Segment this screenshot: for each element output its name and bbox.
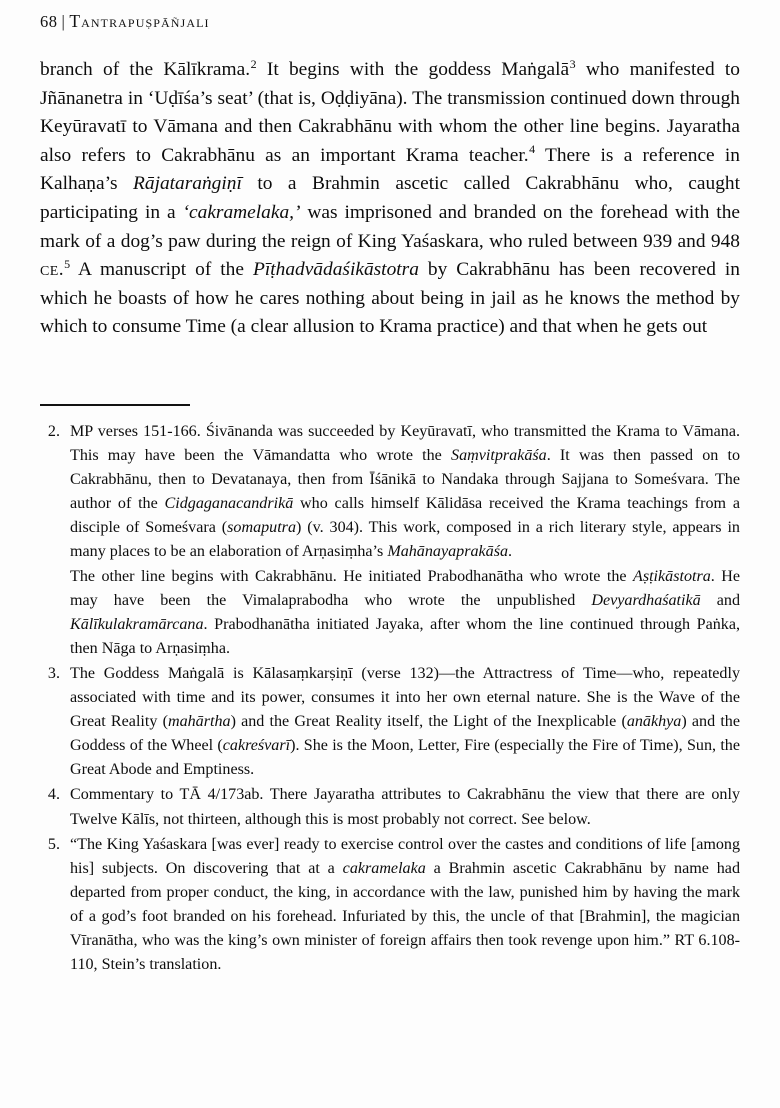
footnote-text-run: ) and the Goddess of the Wheel (: [70, 713, 740, 755]
footnote-text-run: a Brahmin ascetic Cakrabhānu by name had departed from proper conduct, the king, in accordance with the law, punished him by having the mark of a god’s foot branded on his forehead. Infuriated by this, the uncle of that [Brahmin], the magician Vīranātha, who was the king’s own minister of foreign affairs then took revenge upon him.” RT 6.108-110, Stein’s translation.: [70, 859, 740, 974]
footnote-body: [70, 420, 740, 661]
footnote-italic-run: Devyardhaśatikā: [591, 591, 701, 609]
footnotes-block: [40, 420, 740, 977]
footnote-italic-run: Aṣṭikāstotra: [632, 567, 711, 585]
footnote-paragraph: [70, 420, 740, 565]
footnote-marker-5[interactable]: 5: [64, 256, 71, 271]
footnote-italic-run: cakramelaka: [342, 859, 426, 877]
footnote-body: [70, 833, 740, 978]
footnote-text-run: . Prabodhanātha initiated Jayaka, after whom the line continued through Paṅka, then Nāga to Arṇasiṃha.: [70, 615, 740, 657]
footnote-text-run: .: [508, 543, 513, 561]
footnote-text-run: “The King Yaśaskara [was ever] ready to exercise control over the castes and conditions of life [among his] subjects. On discovering that at a: [70, 835, 740, 877]
body-paragraph: [40, 56, 740, 342]
footnote-marker-2[interactable]: 2: [250, 56, 257, 71]
footnote-text-run: who calls himself Kālidāsa received the Krama teachings from a disciple of Someśvara (: [70, 495, 740, 537]
term-cakramelaka: ‘cakramelaka,’: [182, 201, 301, 223]
footnote-text-run: ) and the Great Reality itself, the Light of the Inexplicable (: [230, 713, 627, 731]
footnote-text-run: The other line begins with Cakrabhānu. He initiated Prabodhanātha who wrote the: [70, 567, 633, 585]
body-text-run: by Cakrabhānu has been recovered in which he boasts of how he cares nothing about being in jail as he knows the method by which to consume Time (a clear allusion to Krama practice) and that when he gets out: [40, 259, 740, 338]
footnote-text-run: MP verses 151-166. Śivānanda was succeeded by Keyūravatī, who transmitted the Krama to Vāmana. This may have been the Vāmandatta who wrote the: [70, 423, 740, 465]
footnote-italic-run: Mahānayaprakāśa: [387, 543, 508, 561]
footnote-italic-run: anākhya: [626, 713, 682, 731]
footnote-italic-run: Cidgaganacandrikā: [164, 495, 294, 513]
body-text-run: It begins with the goddess Maṅgalā: [256, 59, 570, 80]
footnote-italic-run: Saṃvitprakāśa: [451, 447, 547, 465]
footnote-text-run: . He may have been the Vimalaprabodha who wrote the unpublished: [70, 567, 741, 609]
footnote-text-run: ) (v. 304). This work, composed in a rich literary style, appears in many places to be an elaboration of Arṇasiṃha’s: [70, 519, 740, 561]
book-title: Tantrapuṣpāñjali: [69, 11, 210, 31]
footnote-marker-3[interactable]: 3: [569, 56, 576, 71]
footnote-item: [40, 783, 740, 831]
body-text-run: to a Brahmin ascetic called Cakrabhānu who, caught participating in a: [40, 173, 740, 223]
footnote-text-run: The Goddess Maṅgalā is Kālasaṃkarṣiṇī (verse 132)—the Attractress of Time—who, repeatedly associated with time and its power, consumes it into her own eternal nature. She is the Wave of the Great Reality (: [70, 664, 740, 731]
footnote-number[interactable]: 5.: [47, 835, 60, 853]
footnote-number[interactable]: 2.: [47, 423, 60, 440]
footnote-italic-run: Kālīkulakramārcana: [70, 615, 204, 633]
footnote-body: [70, 783, 740, 831]
body-text-run: branch of the Kālīkrama.: [40, 59, 251, 80]
body-text-run: A manuscript of the: [70, 259, 253, 281]
footnote-number[interactable]: 3.: [47, 664, 60, 682]
running-head-separator: |: [61, 12, 66, 31]
footnote-text-run: and: [700, 591, 740, 609]
running-head: [40, 11, 740, 32]
footnote-italic-run: somaputra: [227, 519, 296, 537]
footnote-item: [40, 833, 740, 978]
footnote-italic-run: mahārtha: [167, 713, 231, 731]
footnote-body: [70, 662, 740, 782]
title-pithadvadasikastotra: Pīṭhadvādaśikāstotra: [253, 259, 419, 281]
footnote-text-run: Commentary to TĀ 4/173ab. There Jayaratha attributes to Cakrabhānu the view that there are only Twelve Kālīs, not thirteen, although this is most probably not correct. See below.: [70, 786, 740, 828]
footnote-marker-4[interactable]: 4: [529, 142, 536, 157]
footnote-paragraph: [70, 662, 740, 782]
footnote-text-run: ). She is the Moon, Letter, Fire (especially the Fire of Time), Sun, the Great Abode and Emptiness.: [70, 737, 740, 779]
footnote-paragraph: [70, 783, 740, 831]
footnote-separator-rule: [40, 404, 190, 406]
body-text-run: There is a reference in Kalhaṇa’s: [40, 144, 741, 195]
footnote-text-run: . It was then passed on to Cakrabhānu, then to Devatanaya, then from Īśānikā to Nandaka through Sajjana to Someśvara. The author of the: [70, 447, 741, 513]
body-text-run: who manifested to Jñānanetra in ‘Uḍīśa’s seat’ (that is, Oḍḍiyāna). The transmission continued down through Keyūravatī to Vāmana and then Cakrabhānu with whom the other line begins. Jayaratha also refers to Cakrabhānu as an important Krama teacher.: [40, 59, 740, 166]
page-number: 68: [40, 12, 58, 31]
body-text-run: .: [58, 259, 64, 281]
footnote-italic-run: cakreśvarī: [222, 737, 291, 755]
era-abbreviation: ce: [40, 259, 59, 281]
footnote-item: [40, 662, 740, 782]
footnote-number[interactable]: 4.: [47, 786, 60, 804]
body-text-block: [40, 56, 740, 342]
title-rajatarangini: Rājataraṅgiṇī: [133, 173, 242, 195]
footnote-paragraph: [70, 565, 740, 661]
body-text-run: was imprisoned and branded on the forehead with the mark of a dog’s paw during the reign of King Yaśaskara, who ruled between 939 and 948: [40, 201, 740, 252]
footnote-item: [40, 420, 740, 661]
footnote-paragraph: [70, 833, 740, 978]
